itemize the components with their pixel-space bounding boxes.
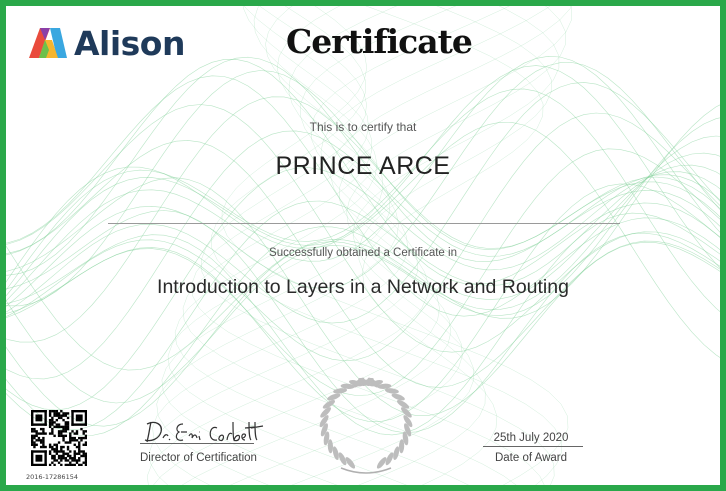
certificate-id: 2016-17286154 xyxy=(26,473,78,481)
director-label: Director of Certification xyxy=(140,452,257,464)
obtained-text: Successfully obtained a Certificate in xyxy=(269,247,457,259)
recipient-name: PRINCE ARCE xyxy=(275,152,451,180)
course-name: Introduction to Layers in a Network and Routing xyxy=(157,276,569,298)
date-line xyxy=(483,446,583,447)
qr-code-icon[interactable] xyxy=(31,410,87,466)
alison-logo[interactable] xyxy=(28,23,185,63)
logo-wordmark: Alison xyxy=(74,23,185,63)
date-of-award-label: Date of Award xyxy=(494,452,568,464)
award-date: 25th July 2020 xyxy=(493,432,569,444)
alison-logo-icon xyxy=(28,26,68,60)
certify-intro-text: This is to certify that xyxy=(309,120,417,134)
director-signature xyxy=(141,416,266,446)
laurel-wreath-icon xyxy=(311,376,421,476)
signature-line xyxy=(140,443,254,444)
name-divider-line xyxy=(108,223,620,224)
certificate-title: Certificate xyxy=(286,22,472,61)
